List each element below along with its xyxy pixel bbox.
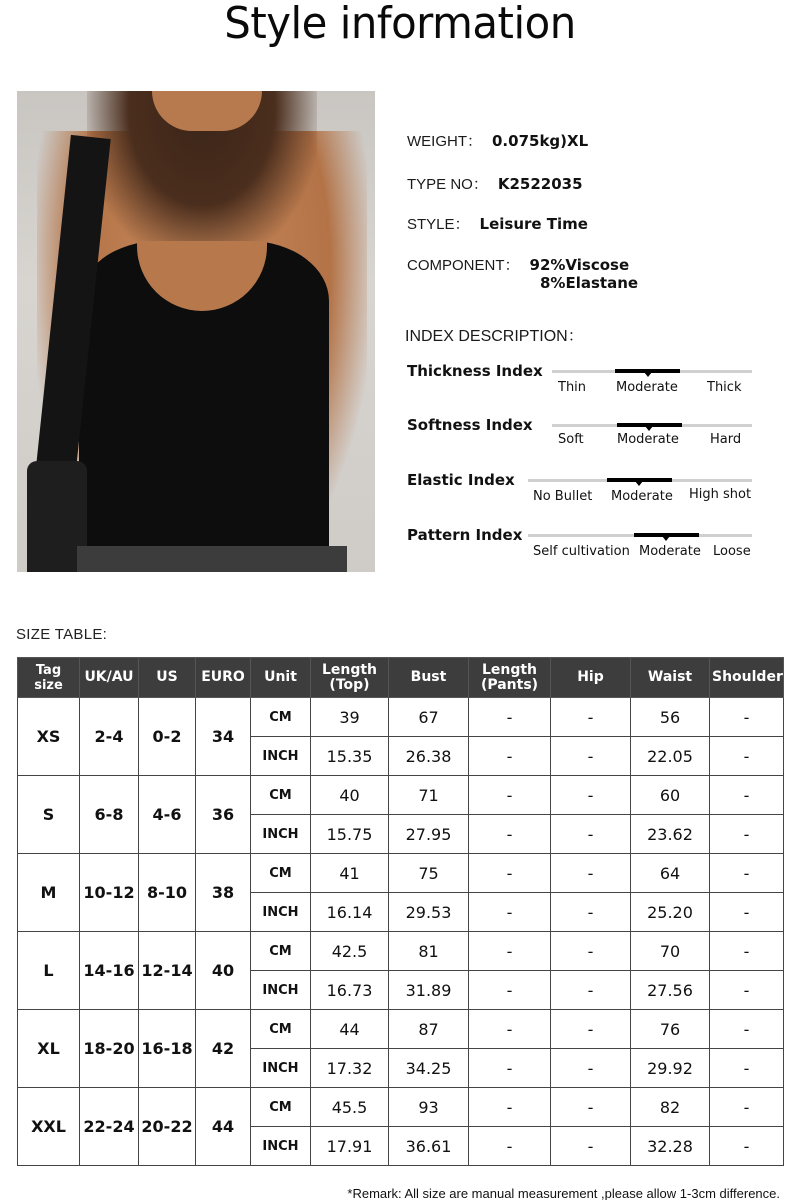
- length-top-cell: 15.75: [311, 815, 389, 854]
- weight-label: WEIGHT：: [407, 133, 482, 150]
- component-row: [407, 254, 629, 275]
- softness-option-high: Hard: [710, 432, 742, 447]
- product-photo: [17, 91, 375, 572]
- length-top-cell: 16.73: [311, 971, 389, 1010]
- table-row: [18, 776, 784, 815]
- weight-value: 0.075kg)XL: [492, 132, 589, 150]
- pattern-marker-icon: [662, 536, 670, 541]
- index-description-title: INDEX DESCRIPTION：: [405, 328, 584, 345]
- shoulder-cell: -: [710, 854, 784, 893]
- bust-cell: 81: [389, 932, 469, 971]
- us-cell: 16-18: [139, 1010, 196, 1088]
- waist-cell: 60: [631, 776, 710, 815]
- length-pants-cell: -: [469, 1049, 551, 1088]
- pattern-option-low: Self cultivation: [533, 544, 630, 559]
- header-shoulder: Shoulder: [710, 658, 784, 698]
- uk-au-cell: 2-4: [80, 698, 139, 776]
- size-cell: XXL: [18, 1088, 80, 1166]
- hip-cell: -: [551, 1127, 631, 1166]
- thickness-index: [407, 362, 757, 412]
- length-pants-cell: -: [469, 698, 551, 737]
- length-pants-cell: -: [469, 1127, 551, 1166]
- bust-cell: 26.38: [389, 737, 469, 776]
- unit-cell: INCH: [251, 1127, 311, 1166]
- waist-cell: 25.20: [631, 893, 710, 932]
- length-pants-cell: -: [469, 815, 551, 854]
- softness-index: [407, 416, 757, 466]
- pattern-option-mid: Moderate: [639, 544, 701, 559]
- waist-cell: 23.62: [631, 815, 710, 854]
- length-pants-cell: -: [469, 971, 551, 1010]
- header-length-top: Length (Top): [311, 658, 389, 698]
- bust-cell: 27.95: [389, 815, 469, 854]
- shoulder-cell: -: [710, 1127, 784, 1166]
- softness-option-mid: Moderate: [617, 432, 679, 447]
- length-top-cell: 41: [311, 854, 389, 893]
- length-top-cell: 40: [311, 776, 389, 815]
- length-pants-cell: -: [469, 854, 551, 893]
- uk-au-cell: 14-16: [80, 932, 139, 1010]
- table-row: [18, 854, 784, 893]
- uk-au-cell: 18-20: [80, 1010, 139, 1088]
- hip-cell: -: [551, 1049, 631, 1088]
- elastic-option-mid: Moderate: [611, 489, 673, 504]
- bust-cell: 93: [389, 1088, 469, 1127]
- bust-cell: 75: [389, 854, 469, 893]
- unit-cell: INCH: [251, 893, 311, 932]
- length-top-cell: 16.14: [311, 893, 389, 932]
- size-cell: M: [18, 854, 80, 932]
- bust-cell: 71: [389, 776, 469, 815]
- shoulder-cell: -: [710, 1088, 784, 1127]
- softness-option-low: Soft: [558, 432, 584, 447]
- hip-cell: -: [551, 854, 631, 893]
- hip-cell: -: [551, 698, 631, 737]
- type-no-row: [407, 173, 583, 194]
- euro-cell: 34: [196, 698, 251, 776]
- shoulder-cell: -: [710, 698, 784, 737]
- elastic-index-label: Elastic Index: [407, 471, 515, 489]
- us-cell: 8-10: [139, 854, 196, 932]
- unit-cell: INCH: [251, 815, 311, 854]
- shoulder-cell: -: [710, 932, 784, 971]
- remark-note: *Remark: All size are manual measurement ,please allow 1-3cm difference.: [347, 1186, 780, 1200]
- bust-cell: 87: [389, 1010, 469, 1049]
- table-row: [18, 1010, 784, 1049]
- photo-pants: [77, 546, 347, 572]
- shoulder-cell: -: [710, 1049, 784, 1088]
- length-top-cell: 17.91: [311, 1127, 389, 1166]
- unit-cell: CM: [251, 698, 311, 737]
- header-bust: Bust: [389, 658, 469, 698]
- unit-cell: CM: [251, 776, 311, 815]
- softness-index-label: Softness Index: [407, 416, 533, 434]
- table-row: [18, 932, 784, 971]
- unit-cell: INCH: [251, 1049, 311, 1088]
- elastic-option-low: No Bullet: [533, 489, 593, 504]
- euro-cell: 38: [196, 854, 251, 932]
- length-top-cell: 44: [311, 1010, 389, 1049]
- shoulder-cell: -: [710, 776, 784, 815]
- style-row: [407, 213, 588, 234]
- type-no-value: K2522035: [497, 175, 583, 193]
- unit-cell: CM: [251, 854, 311, 893]
- hip-cell: -: [551, 815, 631, 854]
- hip-cell: -: [551, 932, 631, 971]
- bust-cell: 31.89: [389, 971, 469, 1010]
- header-waist: Waist: [631, 658, 710, 698]
- component-label: COMPONENT：: [407, 257, 520, 274]
- thickness-marker-icon: [644, 372, 652, 377]
- length-top-cell: 39: [311, 698, 389, 737]
- length-pants-cell: -: [469, 776, 551, 815]
- thickness-option-low: Thin: [558, 380, 587, 395]
- waist-cell: 64: [631, 854, 710, 893]
- euro-cell: 44: [196, 1088, 251, 1166]
- shoulder-cell: -: [710, 971, 784, 1010]
- component-value-1: 92%Viscose: [529, 256, 630, 274]
- thickness-option-mid: Moderate: [616, 380, 678, 395]
- euro-cell: 36: [196, 776, 251, 854]
- elastic-marker-icon: [635, 481, 643, 486]
- us-cell: 12-14: [139, 932, 196, 1010]
- hip-cell: -: [551, 776, 631, 815]
- size-cell: S: [18, 776, 80, 854]
- waist-cell: 22.05: [631, 737, 710, 776]
- hip-cell: -: [551, 1088, 631, 1127]
- header-length-pants: Length (Pants): [469, 658, 551, 698]
- bust-cell: 67: [389, 698, 469, 737]
- waist-cell: 32.28: [631, 1127, 710, 1166]
- style-value: Leisure Time: [479, 215, 588, 233]
- thickness-option-high: Thick: [707, 380, 742, 395]
- waist-cell: 29.92: [631, 1049, 710, 1088]
- header-unit: Unit: [251, 658, 311, 698]
- unit-cell: INCH: [251, 737, 311, 776]
- style-label: STYLE：: [407, 216, 470, 233]
- type-no-label: TYPE NO：: [407, 176, 488, 193]
- shoulder-cell: -: [710, 815, 784, 854]
- elastic-index: [407, 471, 757, 521]
- weight-row: [407, 130, 588, 151]
- length-pants-cell: -: [469, 737, 551, 776]
- length-pants-cell: -: [469, 932, 551, 971]
- header-tag-size: Tag size: [18, 658, 80, 698]
- unit-cell: CM: [251, 932, 311, 971]
- header-euro: EURO: [196, 658, 251, 698]
- hip-cell: -: [551, 893, 631, 932]
- euro-cell: 40: [196, 932, 251, 1010]
- waist-cell: 82: [631, 1088, 710, 1127]
- size-table: [17, 657, 784, 1166]
- length-pants-cell: -: [469, 1088, 551, 1127]
- pattern-index: [407, 526, 757, 576]
- waist-cell: 70: [631, 932, 710, 971]
- us-cell: 4-6: [139, 776, 196, 854]
- shoulder-cell: -: [710, 1010, 784, 1049]
- pattern-index-label: Pattern Index: [407, 526, 523, 544]
- thickness-index-label: Thickness Index: [407, 362, 543, 380]
- size-cell: XS: [18, 698, 80, 776]
- table-row: [18, 698, 784, 737]
- bust-cell: 29.53: [389, 893, 469, 932]
- uk-au-cell: 10-12: [80, 854, 139, 932]
- table-row: [18, 1088, 784, 1127]
- component-value-2: 8%Elastane: [540, 274, 639, 292]
- elastic-option-high: High shot: [689, 487, 752, 502]
- length-top-cell: 42.5: [311, 932, 389, 971]
- unit-cell: INCH: [251, 971, 311, 1010]
- page-title: Style information: [224, 0, 576, 49]
- size-cell: XL: [18, 1010, 80, 1088]
- us-cell: 0-2: [139, 698, 196, 776]
- length-top-cell: 45.5: [311, 1088, 389, 1127]
- length-top-cell: 17.32: [311, 1049, 389, 1088]
- bust-cell: 34.25: [389, 1049, 469, 1088]
- unit-cell: CM: [251, 1010, 311, 1049]
- shoulder-cell: -: [710, 737, 784, 776]
- waist-cell: 27.56: [631, 971, 710, 1010]
- uk-au-cell: 22-24: [80, 1088, 139, 1166]
- length-pants-cell: -: [469, 893, 551, 932]
- waist-cell: 76: [631, 1010, 710, 1049]
- header-hip: Hip: [551, 658, 631, 698]
- shoulder-cell: -: [710, 893, 784, 932]
- pattern-option-high: Loose: [713, 544, 751, 559]
- hip-cell: -: [551, 1010, 631, 1049]
- size-table-title: SIZE TABLE:: [16, 626, 108, 643]
- size-cell: L: [18, 932, 80, 1010]
- length-top-cell: 15.35: [311, 737, 389, 776]
- unit-cell: CM: [251, 1088, 311, 1127]
- bust-cell: 36.61: [389, 1127, 469, 1166]
- length-pants-cell: -: [469, 1010, 551, 1049]
- softness-marker-icon: [645, 426, 653, 431]
- size-table-header: [18, 658, 784, 698]
- euro-cell: 42: [196, 1010, 251, 1088]
- header-uk-au: UK/AU: [80, 658, 139, 698]
- header-us: US: [139, 658, 196, 698]
- hip-cell: -: [551, 737, 631, 776]
- hip-cell: -: [551, 971, 631, 1010]
- waist-cell: 56: [631, 698, 710, 737]
- uk-au-cell: 6-8: [80, 776, 139, 854]
- us-cell: 20-22: [139, 1088, 196, 1166]
